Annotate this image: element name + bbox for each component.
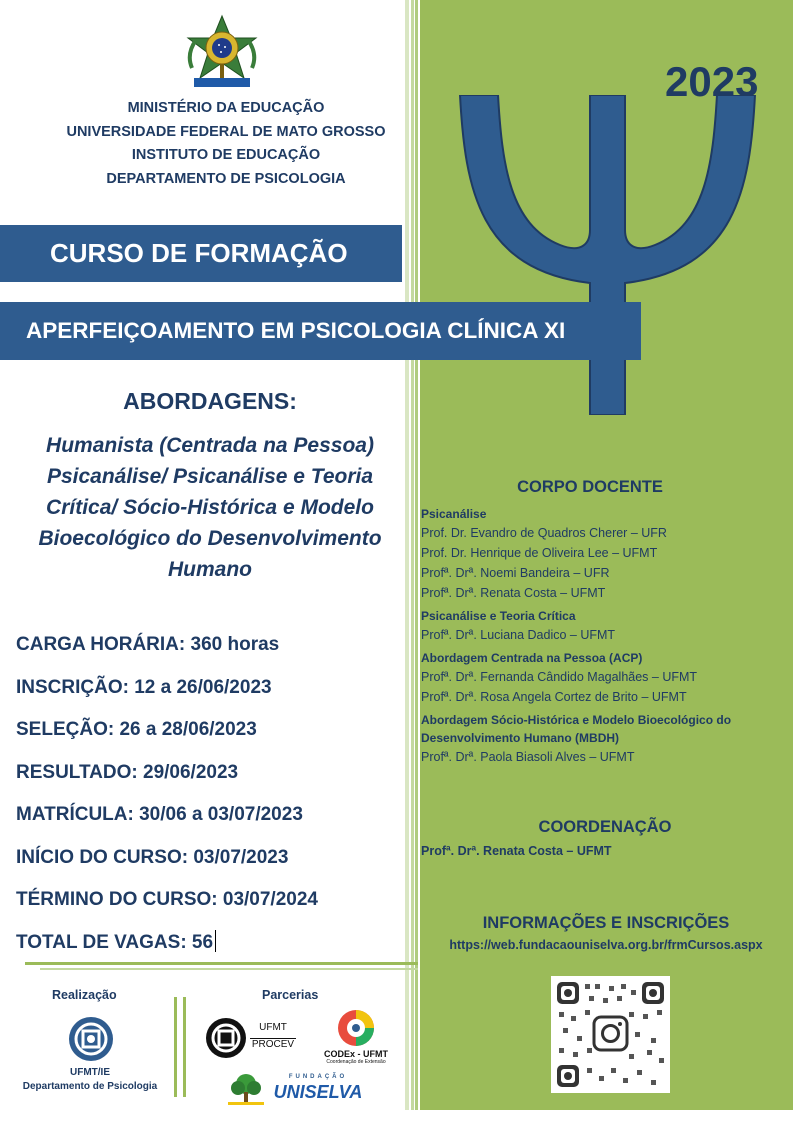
footer-divider: [183, 997, 186, 1097]
ufmt-ie-label: UFMT/IE: [70, 1067, 110, 1078]
faculty-title: CORPO DOCENTE: [517, 478, 663, 496]
faculty-member: Prof. Dr. Evandro de Quadros Cherer – UFR: [421, 526, 667, 540]
faculty-group: [421, 505, 789, 603]
registration-link[interactable]: https://web.fundacaouniselva.org.br/frmCursos.aspx: [449, 938, 763, 952]
approach-line: Humano: [168, 558, 252, 581]
year-label: 2023: [665, 58, 759, 105]
faculty-group: [421, 711, 789, 767]
depto-label: Departamento de Psicologia: [22, 1081, 158, 1092]
text-cursor: [215, 930, 216, 952]
footer-rule: [25, 962, 418, 965]
faculty-member: Prof. Dr. Henrique de Oliveira Lee – UFMT: [421, 546, 658, 560]
brazil-coat-of-arms-icon: [184, 14, 260, 92]
faculty-group: [421, 649, 789, 707]
faculty-member: Profª. Drª. Rosa Angela Cortez de Brito – UFMT: [421, 690, 687, 704]
footer-divider: [174, 997, 177, 1097]
parcerias-label: Parcerias: [262, 988, 319, 1002]
faculty-section: [421, 478, 789, 767]
faculty-member: Profª. Drª. Renata Costa – UFMT: [421, 586, 606, 600]
faculty-group-title: Psicanálise: [421, 507, 487, 521]
info-title: INFORMAÇÕES E INSCRIÇÕES: [482, 914, 730, 932]
enrollment-dates: MATRÍCULA: 30/06 a 03/07/2023: [16, 804, 303, 825]
approach-line: Humanista (Centrada na Pessoa): [46, 434, 374, 457]
header-line: INSTITUTO DE EDUCAÇÃO: [131, 147, 321, 163]
total-seats-text: TOTAL DE VAGAS: 56: [16, 931, 214, 953]
approaches-list: [10, 430, 410, 585]
realizacao-label: Realização: [52, 988, 117, 1002]
codex-sub-label: Coordenação de Extensão: [326, 1059, 386, 1065]
procev-logo-icon: [204, 1016, 248, 1060]
faculty-group-title: Abordagem Centrada na Pessoa (ACP): [421, 651, 643, 665]
approach-line: Bioecológico do Desenvolvimento: [38, 527, 382, 550]
end-date: TÉRMINO DO CURSO: 03/07/2024: [16, 889, 318, 910]
footer-rule: [40, 968, 418, 970]
coordinator-name: Profª. Drª. Renata Costa – UFMT: [421, 844, 612, 858]
faculty-member: Profª. Drª. Paola Biasoli Alves – UFMT: [421, 750, 635, 764]
course-type-banner: CURSO DE FORMAÇÃO: [0, 225, 402, 282]
procev-label: PROCEV: [251, 1039, 295, 1050]
ufmt-ie-logo-icon: [67, 1015, 115, 1063]
selection-dates: SELEÇÃO: 26 a 28/06/2023: [16, 719, 257, 740]
psi-symbol-icon: [440, 95, 775, 415]
faculty-member: Profª. Drª. Luciana Dadico – UFMT: [421, 628, 616, 642]
header-line: DEPARTAMENTO DE PSICOLOGIA: [106, 170, 346, 187]
uniselva-top-label: FUNDAÇÃO: [288, 1074, 348, 1080]
result-date: RESULTADO: 29/06/2023: [16, 761, 239, 783]
approach-line: Psicanálise/ Psicanálise e Teoria: [46, 465, 374, 488]
faculty-group-title: Abordagem Sócio-Histórica e Modelo Bioecológico do: [421, 713, 732, 727]
header-line: UNIVERSIDADE FEDERAL DE MATO GROSSO: [66, 123, 386, 140]
procev-ufmt-label: UFMT: [259, 1022, 287, 1033]
codex-logo-icon: [333, 1008, 379, 1048]
institution-header: [0, 97, 452, 191]
workload: CARGA HORÁRIA: 360 horas: [16, 634, 280, 655]
course-facts: [16, 630, 318, 970]
approaches-title: ABORDAGENS:: [123, 388, 297, 414]
faculty-group-title: Psicanálise e Teoria Crítica: [421, 609, 576, 623]
course-title-banner: APERFEIÇOAMENTO EM PSICOLOGIA CLÍNICA XI: [0, 302, 641, 360]
faculty-group-title: Desenvolvimento Humano (MBDH): [421, 731, 620, 745]
faculty-group: [421, 607, 789, 645]
faculty-member: Profª. Drª. Fernanda Cândido Magalhães – UFMT: [421, 670, 698, 684]
qr-code[interactable]: [551, 976, 670, 1093]
uniselva-tree-icon: [226, 1072, 266, 1106]
registration-dates: INSCRIÇÃO: 12 a 26/06/2023: [16, 676, 272, 698]
approach-line: Crítica/ Sócio-Histórica e Modelo: [46, 496, 374, 519]
header-line: MINISTÉRIO DA EDUCAÇÃO: [127, 100, 325, 116]
uniselva-label: UNISELVA: [273, 1082, 363, 1102]
start-date: INÍCIO DO CURSO: 03/07/2023: [16, 846, 289, 868]
coordination-title: COORDENAÇÃO: [538, 818, 672, 836]
faculty-member: Profª. Drª. Noemi Bandeira – UFR: [421, 566, 610, 580]
codex-label: CODEx - UFMT: [324, 1049, 388, 1059]
